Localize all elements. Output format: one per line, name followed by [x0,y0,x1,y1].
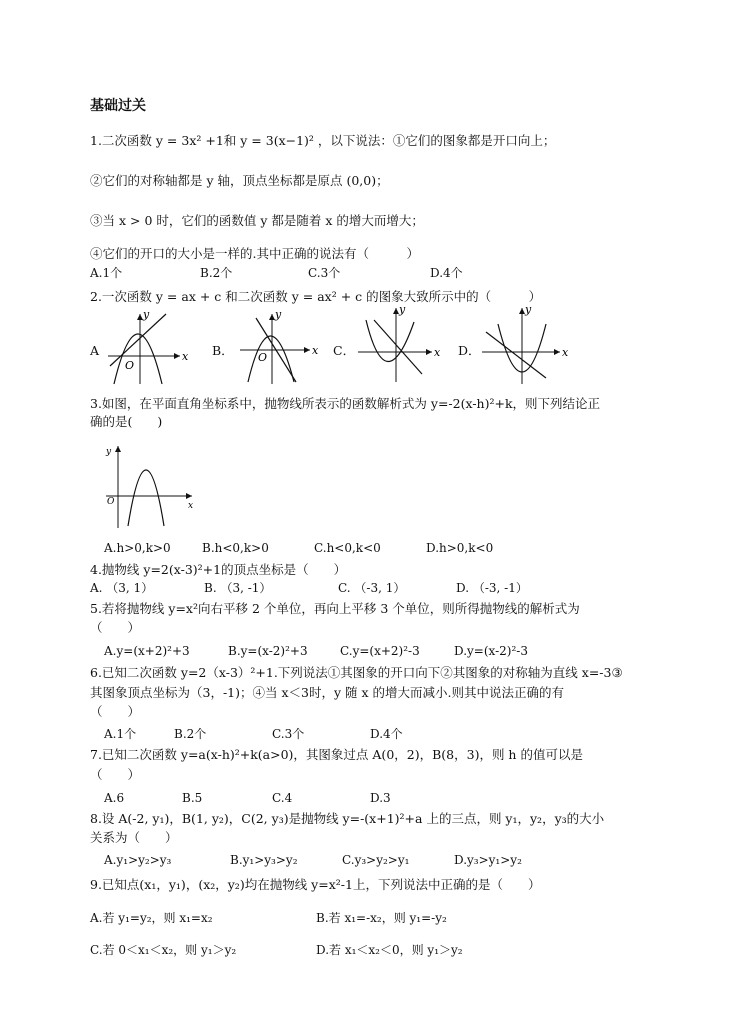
q7-option-c: C.4 [272,791,293,805]
q2-graph-c-label: C． [333,343,356,358]
question-5-line-2: （ ） [90,620,141,635]
q3-graph [98,442,208,532]
x-axis-arrow [426,349,432,355]
q5-option-d: D.y=(x-2)²-3 [454,644,528,658]
question-4-stem: 4.抛物线 y=2(x-3)²+1的顶点坐标是（ ） [90,562,347,577]
q2-graph-d-label: D． [458,343,481,358]
q5-option-b: B.y=(x-2)²+3 [228,644,308,658]
q3-option-d: D.h>0,k<0 [426,541,494,555]
x-axis-arrow [304,347,310,353]
question-8-line-2: 关系为（ ） [90,830,178,845]
q9-option-d: D.若 x₁＜x₂＜0，则 y₁＞y₂ [316,943,463,957]
line [486,332,546,378]
q2-graph-a [100,306,200,388]
y-axis-label: y [143,308,150,321]
q8-option-a: A.y₁>y₂>y₃ [104,853,172,867]
q7-option-d: D.3 [370,791,391,805]
q8-option-c: C.y₃>y₂>y₁ [342,853,410,867]
q2-graph-d [476,302,576,388]
section-title: 基础过关 [90,98,146,114]
q5-option-a: A.y=(x+2)²+3 [104,644,190,658]
x-axis-label: x [182,350,189,363]
x-axis-arrow [174,353,180,359]
q2-graph-b-label: B． [212,343,234,358]
question-1-line-1: 1.二次函数 y = 3x² +1和 y = 3(x−1)² ，以下说法：①它们的图象都是开口向上； [90,133,556,148]
y-axis-label: y [525,303,532,316]
origin-label: O [107,497,115,507]
q9-option-b: B.若 x₁=-x₂，则 y₁=-y₂ [316,911,447,925]
q1-option-d: D.4个 [430,266,463,280]
question-7-line-1: 7.已知二次函数 y=a(x-h)²+k(a>0)，其图象过点 A(0，2)，B(8，3)，则 h 的值可以是 [90,747,583,762]
q3-option-b: B.h<0,k>0 [202,541,269,555]
parabola [128,470,164,526]
origin-label: O [125,359,135,372]
q1-option-b: B.2个 [200,266,233,280]
y-axis-label: y [399,303,406,316]
x-axis-label: x [434,346,441,359]
question-7-line-2: （ ） [90,767,141,782]
question-3-line-2: 确的是( ) [90,414,163,429]
parabola [114,334,162,384]
q6-option-d: D.4个 [370,727,403,741]
question-6-line-2: 其图象顶点坐标为（3，-1)；④当 x＜3时，y 随 x 的增大而减小.则其中说法正确的有 [90,685,564,700]
x-axis-label: x [188,501,194,511]
q2-graph-c [352,302,448,388]
q3-option-c: C.h<0,k<0 [314,541,381,555]
y-axis-arrow [115,446,121,452]
q2-graph-b [236,306,326,388]
question-5-line-1: 5.若将抛物线 y=x²向右平移 2 个单位，再向上平移 3 个单位，则所得抛物线的解析式为 [90,601,580,616]
x-axis-arrow [554,349,560,355]
q7-option-a: A.6 [104,791,125,805]
question-1-line-4: ④它们的开口的大小是一样的.其中正确的说法有（ ） [90,246,419,261]
q7-option-b: B.5 [182,791,203,805]
q4-option-b: B. （3, -1） [204,581,272,595]
question-3-line-1: 3.如图，在平面直角坐标系中，抛物线所表示的函数解析式为 y=-2(x-h)²+k，则下列结论正 [90,396,601,411]
question-2-stem: 2.一次函数 y = ax + c 和二次函数 y = ax² + c 的图象大致所示中的（ ） [90,289,542,304]
y-axis-label: y [275,308,282,321]
q9-option-a: A.若 y₁=y₂，则 x₁=x₂ [90,911,213,925]
q6-option-b: B.2个 [174,727,207,741]
q9-option-c: C.若 0＜x₁＜x₂，则 y₁＞y₂ [90,943,237,957]
parabola [366,320,414,362]
q4-option-c: C. （-3, 1） [338,581,406,595]
question-1-line-3: ③当 x > 0 时，它们的函数值 y 都是随着 x 的增大而增大； [90,213,424,228]
q2-graph-a-label: A [90,343,100,358]
question-6-line-1: 6.已知二次函数 y=2（x-3）²+1.下列说法①其图象的开口向下②其图象的对称轴为直线 x=-3③ [90,665,623,680]
q6-option-a: A.1个 [104,727,137,741]
question-8-line-1: 8.设 A(-2, y₁)，B(1, y₂)，C(2, y₃)是抛物线 y=-(x+1)²+a 上的三点，则 y₁，y₂，y₃的大小 [90,811,605,826]
x-axis-label: x [562,346,569,359]
question-1-line-2: ②它们的对称轴都是 y 轴，顶点坐标都是原点 (0,0)； [90,173,389,188]
q3-option-a: A.h>0,k>0 [104,541,171,555]
q6-option-c: C.3个 [272,727,305,741]
q1-option-a: A.1个 [90,266,123,280]
q4-option-d: D. （-3, -1） [456,581,528,595]
y-axis-label: y [106,447,112,457]
line [110,314,166,366]
x-axis-arrow [186,493,192,499]
line [374,320,422,374]
q8-option-d: D.y₃>y₁>y₂ [454,853,522,867]
q5-option-c: C.y=(x+2)²-3 [340,644,420,658]
question-6-line-3: （ ） [90,704,141,719]
x-axis-label: x [312,344,319,357]
origin-label: O [258,351,268,364]
q8-option-b: B.y₁>y₃>y₂ [230,853,298,867]
q4-option-a: A. （3, 1） [90,581,154,595]
question-9-stem: 9.已知点(x₁，y₁)，(x₂，y₂)均在抛物线 y=x²-1上，下列说法中正确的是（ ） [90,877,541,892]
q1-option-c: C.3个 [308,266,341,280]
